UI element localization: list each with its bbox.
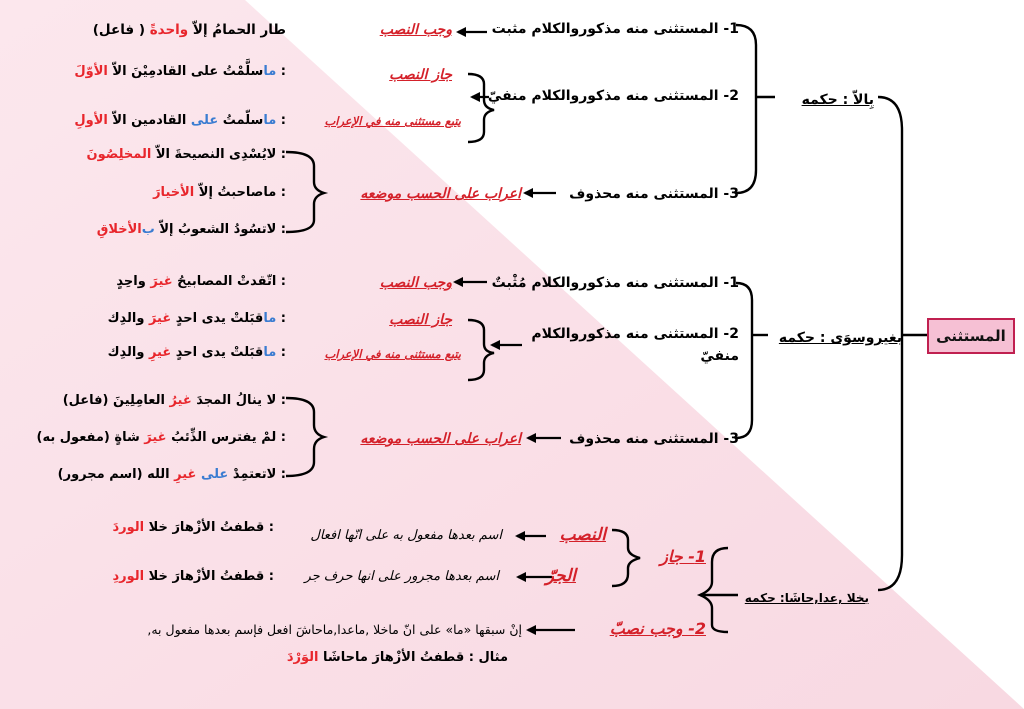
illa-case-2-example-1: : ماسلَّمْتُ على القادمِيْنَ الاّ الأوّلَ [74, 64, 286, 79]
ghayr-case-2-rule-1: جاز النصب [389, 312, 452, 328]
branch-khala-label: بخلا ,عدا,حاشَا: حكمه [744, 591, 869, 605]
branch-illa-label: بِالاّ : حكمه [801, 92, 874, 108]
root-node: المستثنى [927, 318, 1015, 354]
khala-case-1-title: 1- جاز [660, 547, 706, 566]
illa-case-3-example-1: : لايُسْدِى النصيحةَ الاّ المخلِصُونَ [86, 147, 286, 162]
ghayr-case-2-title: 2- المستثنى منه مذكوروالكلام [531, 326, 739, 342]
ghayr-case-2-example-1: : ماقبَلتْ يدى احدٍ غيرَ والدِك [107, 311, 286, 326]
khala-case-1a-example: : قطفتُ الأزْهارَ خلا الوردَ [112, 520, 274, 535]
illa-case-3-rule: اعراب على الحسب موضعه [360, 186, 521, 202]
illa-case-2-rule-1: جاز النصب [389, 67, 452, 83]
ghayr-case-2-title-line-2: منفيّ [700, 348, 739, 364]
illa-case-2-title: 2- المستثنى منه مذكوروالكلام منفيّ [487, 88, 739, 104]
branch-ghayr-label: بغيروسوَى : حكمه [778, 330, 902, 346]
khala-case-1b-rule: الجرّ [545, 566, 576, 586]
ghayr-case-3-example-2: : لمْ يفترس الذِّئبُ غيرَ شاةٍ (مفعول به) [36, 430, 286, 445]
illa-case-2-example-2: : ماسلّمتُ على القادمين الاّ الأولِ [74, 113, 286, 128]
ghayr-case-3-rule: اعراب على الحسب موضعه [360, 431, 521, 447]
ghayr-case-3-example-1: : لا ينالُ المجدَ غيرُ العامِلِينَ (فاعل) [62, 393, 286, 408]
ghayr-case-3-title: 3- المستثنى منه محذوف [569, 431, 739, 447]
khala-case-2-desc: إنْ سبقها «ما» على انّ ماخلا ,ماعدا,ماحاشَ افعل فإسم بعدها مفعول به, [147, 622, 522, 637]
ghayr-case-1-title: 1- المستثنى منه مذكوروالكلام مُثْبتٌ [491, 275, 739, 291]
khala-case-1b-desc: اسم بعدها مجرور على انها حرف جر [304, 569, 499, 584]
khala-case-2-example: مثال : قطفتُ الأزْهارَ ماحاشَا الوَرْدَ [286, 650, 508, 665]
ghayr-case-2-example-2: : ماقبَلتْ يدى احدٍ غيرِ والدِك [107, 345, 286, 360]
illa-case-1-example: طار الحمامُ إلاّ واحدةً ( فاعل) [92, 22, 286, 38]
khala-case-1a-rule: النصب [559, 525, 606, 545]
ghayr-case-3-example-3: : لاتعتمِدْ على غيرِ الله (اسم مجرور) [57, 467, 286, 482]
ghayr-case-2-rule-2: يتبع مستثنى منه في الإعراب [324, 347, 461, 361]
khala-case-1b-example: : قطفتُ الأزْهارَ خلا الوردِ [112, 569, 274, 584]
illa-case-3-title: 3- المستثنى منه محذوف [569, 186, 739, 202]
ghayr-case-1-example: : اتّقدتْ المصابيحُ غيرَ واحِدٍ [116, 274, 286, 289]
ghayr-case-1-rule: وجب النصب [379, 275, 452, 291]
illa-case-1-rule: وجب النصب [379, 22, 452, 38]
illa-case-3-example-2: : ماصاحبتُ إلاّ الأخيارَ [153, 185, 286, 200]
illa-case-1-title: 1- المستثنى منه مذكوروالكلام مثبت [491, 21, 739, 37]
khala-case-2-title: 2- وجب نصبّ [609, 619, 706, 638]
illa-case-3-example-3: : لاتسُودُ الشعوبُ إلاّ بالأخلاقِ [96, 222, 286, 237]
illa-case-2-rule-2: يتبع مستثنى منه في الإعراب [324, 114, 461, 128]
khala-case-1a-desc: اسم بعدها مفعول به على انّها افعال [310, 528, 502, 543]
